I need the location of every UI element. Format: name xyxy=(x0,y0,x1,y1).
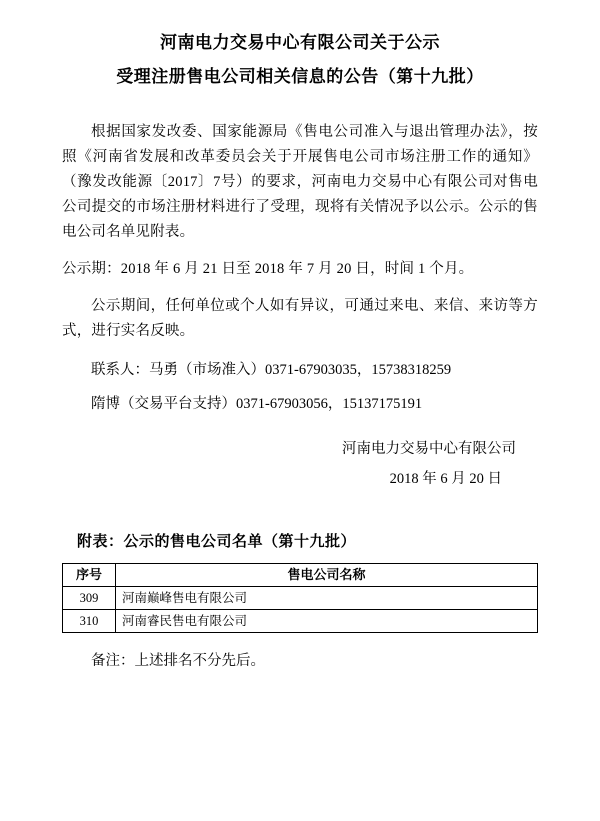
remark-text: 备注：上述排名不分先后。 xyxy=(91,653,265,669)
contact-line-2: 隋博（交易平台支持）0371-67903056，15137175191 xyxy=(91,396,423,412)
table-cell-name: 河南巅峰售电有限公司 xyxy=(116,587,538,610)
contact-block xyxy=(62,358,538,416)
table-header-row xyxy=(63,564,538,587)
page-title-line-2: 受理注册售电公司相关信息的公告（第十九批） xyxy=(116,67,484,86)
table-header-no: 序号 xyxy=(63,564,116,587)
signature-organization: 河南电力交易中心有限公司 xyxy=(342,441,516,457)
paragraph-3: 公示期间，任何单位或个人如有异议，可通过来电、来信、来访等方式，进行实名反映。 xyxy=(62,298,538,339)
signature-block xyxy=(62,434,538,494)
table-cell-no: 310 xyxy=(63,610,116,633)
table-row xyxy=(63,587,538,610)
paragraph-1: 根据国家发改委、国家能源局《售电公司准入与退出管理办法》，按照《河南省发展和改革委员会关于开展售电公司市场注册工作的通知》（豫发改能源〔2017〕7号）的要求，河南电力交易中心有限公司对售电公司提交的市场注册材料进行了受理，现将有关情况予以公示。公示的售电公司名单见附表。 xyxy=(62,124,538,240)
contact-line-1: 联系人：马勇（市场准入）0371-67903035，15738318259 xyxy=(91,362,452,378)
paragraph-2: 公示期：2018 年 6 月 21 日至 2018 年 7 月 20 日，时间 1 个月。 xyxy=(62,261,474,277)
attachment-title: 附表：公示的售电公司名单（第十九批） xyxy=(77,534,357,550)
table-cell-no: 309 xyxy=(63,587,116,610)
signature-date: 2018 年 6 月 20 日 xyxy=(389,471,502,487)
company-list-table xyxy=(62,563,538,633)
page-title-line-1: 河南电力交易中心有限公司关于公示 xyxy=(160,33,440,52)
table-row xyxy=(63,610,538,633)
document-body xyxy=(62,120,538,344)
table-header-name: 售电公司名称 xyxy=(116,564,538,587)
table-cell-name: 河南睿民售电有限公司 xyxy=(116,610,538,633)
page-title xyxy=(62,28,538,92)
